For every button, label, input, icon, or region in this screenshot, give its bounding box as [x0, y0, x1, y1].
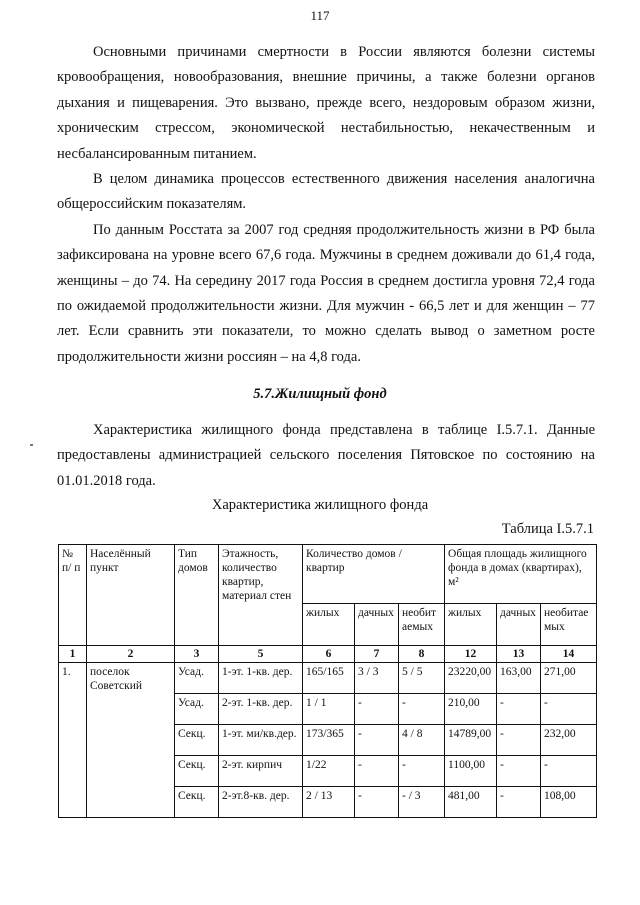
count-uninhabited-cell: -: [399, 694, 445, 725]
area-residential-cell: 1100,00: [445, 756, 497, 787]
header-area-residential: жилых: [445, 604, 497, 646]
paragraph-mortality: Основными причинами смертности в России являются болезни системы кровообращения, новообразования, внешние причины, а также болезни органов дыхания и пищеварения. Это вызвано, прежде всего, нездоровым образом жизни, хроническим стрессом, экономической нестабильностью, некачественным и несбалансированным питанием.: [57, 44, 595, 162]
count-dacha-cell: -: [355, 787, 399, 818]
paragraph-dynamics: В целом динамика процессов естественного движения населения аналогична общероссийским показателям.: [57, 171, 595, 213]
count-dacha-cell: -: [355, 756, 399, 787]
count-uninhabited-cell: 5 / 5: [399, 663, 445, 694]
floors-cell: 2-эт. кирпич: [219, 756, 303, 787]
settlement-number: 1.: [59, 663, 87, 818]
paragraph-life-expectancy: По данным Росстата за 2007 год средняя продолжительность жизни в РФ была зафиксирована на уровне всего 67,6 года. Мужчины в среднем доживали до 61,4 года, женщины – до 74. На середину 2017 года Россия в среднем достигла уровня 72,4 года по ожидаемой продолжительности жизни. Для мужчин - 66,5 лет и для женщин – 77 лет. Если сравнить эти показатели, то можно сделать вывод о заметном росте продолжительности жизни россиян – на 4,8 года.: [57, 221, 595, 365]
header-settlement: Населённый пункт: [87, 545, 175, 646]
count-dacha-cell: -: [355, 694, 399, 725]
area-dacha-cell: -: [497, 787, 541, 818]
area-uninhabited-cell: -: [541, 694, 597, 725]
count-residential-cell: 165/165: [303, 663, 355, 694]
table-caption: Характеристика жилищного фонда: [211, 497, 429, 513]
count-uninhabited-cell: 4 / 8: [399, 725, 445, 756]
column-index: 8: [399, 646, 445, 663]
column-index: 6: [303, 646, 355, 663]
header-floors: Этажность, количество квартир, материал стен: [219, 545, 303, 646]
area-residential-cell: 23220,00: [445, 663, 497, 694]
table-row: [59, 663, 597, 694]
count-residential-cell: 173/365: [303, 725, 355, 756]
area-residential-cell: 14789,00: [445, 725, 497, 756]
column-index: 12: [445, 646, 497, 663]
header-area-group: Общая площадь жилищного фонда в домах (квартирах), м²: [445, 545, 597, 604]
area-uninhabited-cell: 232,00: [541, 725, 597, 756]
header-area-uninhabited: необитаемых: [541, 604, 597, 646]
header-count-residential: жилых: [303, 604, 355, 646]
area-residential-cell: 481,00: [445, 787, 497, 818]
page-number: 117: [310, 8, 330, 23]
area-uninhabited-cell: 108,00: [541, 787, 597, 818]
housing-text: [57, 418, 595, 494]
count-uninhabited-cell: -: [399, 756, 445, 787]
column-index: 14: [541, 646, 597, 663]
header-count-uninhabited: необитаемых: [399, 604, 445, 646]
house-type-cell: Усад.: [175, 694, 219, 725]
column-index: 5: [219, 646, 303, 663]
header-area-dacha: дачных: [497, 604, 541, 646]
header-row-1: [59, 545, 597, 604]
column-index: 13: [497, 646, 541, 663]
header-count-group: Количество домов / квартир: [303, 545, 445, 604]
count-dacha-cell: -: [355, 725, 399, 756]
column-index: 7: [355, 646, 399, 663]
area-residential-cell: 210,00: [445, 694, 497, 725]
settlement-name: поселок Советский: [87, 663, 175, 818]
column-index: 1: [59, 646, 87, 663]
count-residential-cell: 1/22: [303, 756, 355, 787]
floors-cell: 1-эт. 1-кв. дер.: [219, 663, 303, 694]
floors-cell: 2-эт.8-кв. дер.: [219, 787, 303, 818]
house-type-cell: Секц.: [175, 787, 219, 818]
column-index: 2: [87, 646, 175, 663]
house-type-cell: Секц.: [175, 725, 219, 756]
scan-mark: [30, 444, 33, 446]
header-house-type: Тип домов: [175, 545, 219, 646]
area-dacha-cell: -: [497, 756, 541, 787]
paragraph-housing: Характеристика жилищного фонда представлена в таблице I.5.7.1. Данные предоставлены администрацией сельского поселения Пятовское по состоянию на 01.01.2018 года.: [57, 422, 595, 489]
floors-cell: 1-эт. ми/кв.дер.: [219, 725, 303, 756]
house-type-cell: Усад.: [175, 663, 219, 694]
body-text: [57, 40, 595, 370]
count-uninhabited-cell: - / 3: [399, 787, 445, 818]
count-residential-cell: 2 / 13: [303, 787, 355, 818]
column-index-row: [59, 646, 597, 663]
house-type-cell: Секц.: [175, 756, 219, 787]
area-dacha-cell: -: [497, 725, 541, 756]
area-dacha-cell: -: [497, 694, 541, 725]
floors-cell: 2-эт. 1-кв. дер.: [219, 694, 303, 725]
section-heading: 5.7.Жилищный фонд: [253, 386, 387, 402]
header-count-dacha: дачных: [355, 604, 399, 646]
area-dacha-cell: 163,00: [497, 663, 541, 694]
area-uninhabited-cell: 271,00: [541, 663, 597, 694]
area-uninhabited-cell: -: [541, 756, 597, 787]
header-num: № п/ п: [59, 545, 87, 646]
count-dacha-cell: 3 / 3: [355, 663, 399, 694]
count-residential-cell: 1 / 1: [303, 694, 355, 725]
column-index: 3: [175, 646, 219, 663]
housing-table: [58, 544, 597, 818]
table-number: Таблица I.5.7.1: [501, 521, 594, 537]
